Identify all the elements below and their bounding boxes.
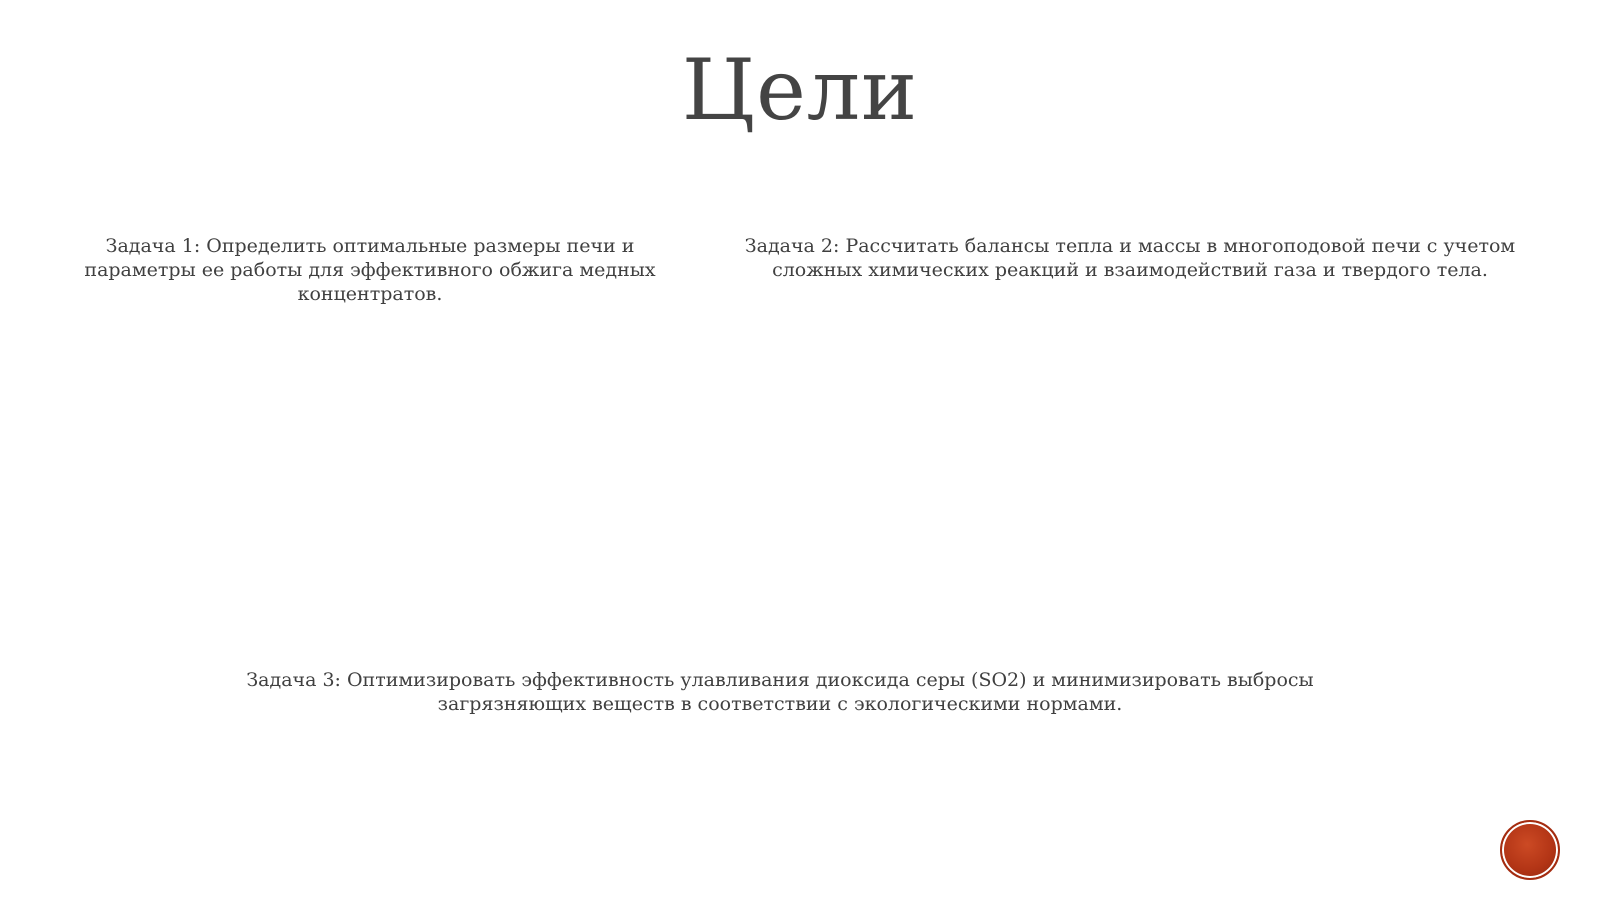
- task-1-text: Задача 1: Определить оптимальные размеры печи и параметры ее работы для эффективного обжига медных концентратов.: [84, 235, 656, 305]
- task-2-text: Задача 2: Рассчитать балансы тепла и массы в многоподовой печи с учетом сложных химических реакций и взаимодействий газа и твердого тела.: [744, 235, 1516, 281]
- slide-nav-button[interactable]: [1500, 820, 1560, 880]
- slide-title: Цели: [681, 41, 919, 139]
- task-3-text: Задача 3: Оптимизировать эффективность улавливания диоксида серы (SO2) и минимизировать выбросы загрязняющих веществ в соответствии с экологическими нормами.: [246, 669, 1314, 715]
